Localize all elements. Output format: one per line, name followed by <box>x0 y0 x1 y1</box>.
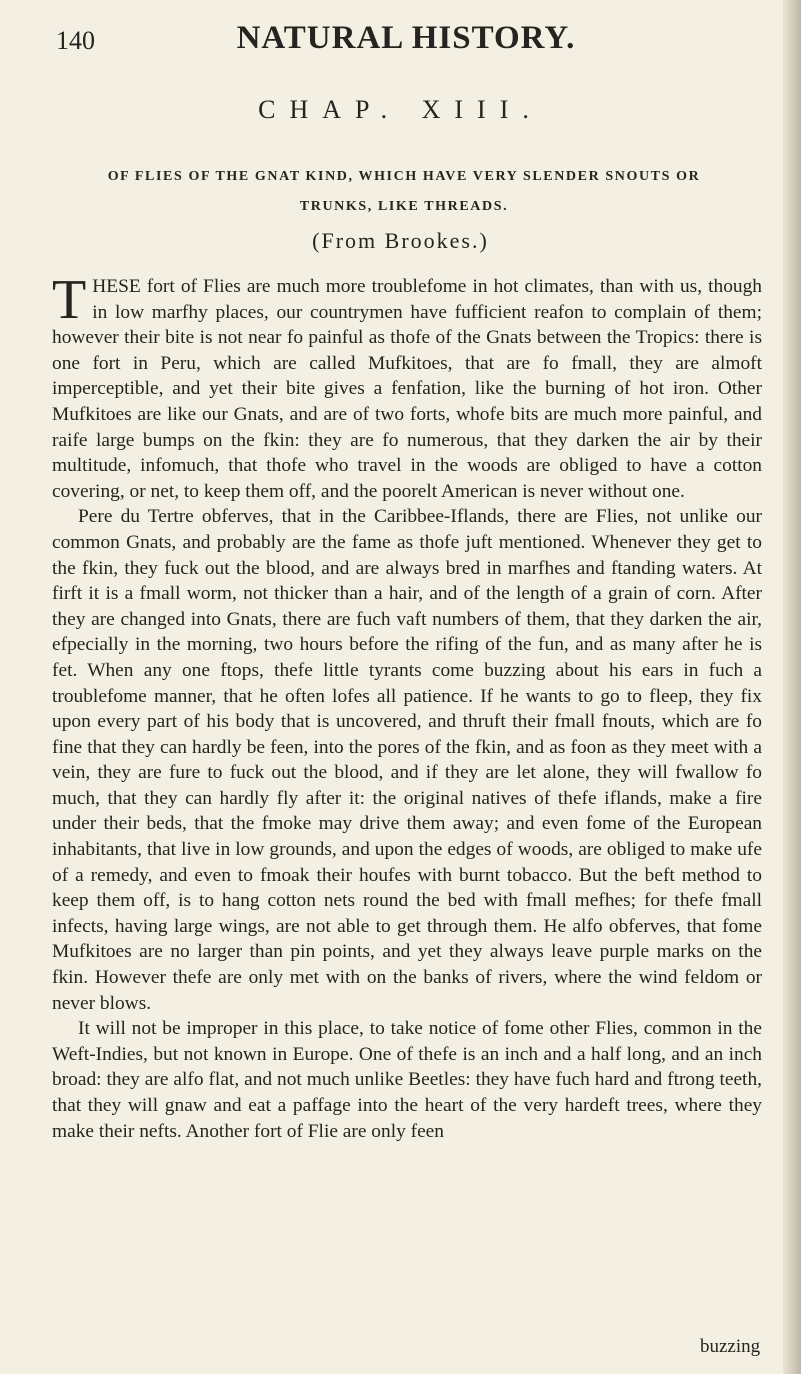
page-number: 140 <box>56 26 95 55</box>
drop-cap: T <box>52 269 87 331</box>
body-text <box>52 269 762 1144</box>
subtitle-line-1: OF FLIES OF THE GNAT KIND, WHICH HAVE VERY SLENDER SNOUTS OR <box>107 169 701 184</box>
chapter-subtitle <box>54 162 754 222</box>
running-title: NATURAL HISTORY. <box>236 20 576 56</box>
paragraph-2: Pere du Tertre obferves, that in the Caribbee-Iflands, there are Flies, not unlike our common Gnats, and probably are the fame as thofe juft mentioned. Whenever they get to the fkin, they fuck out the blood, and are always bred in marfhes and ftanding waters. At firft it is a fmall worm, not thicker than a hair, and of the length of a grain of corn. After they are changed into Gnats, there are fuch vaft numbers of them, that they darken the air, efpecially in the morning, two hours before the rifing of the fun, and as many after he is fet. When any one ftops, thefe little tyrants come buzzing about his ears in fuch a troublefome manner, that he often lofes all patience. If he wants to go to fleep, they fix upon every part of his body that is uncovered, and thruft their fmall fnouts, which are fo fine that they can hardly be feen, into the pores of the fkin, and as foon as they meet with a vein, they are fure to fuck out the blood, and if they are let alone, they will fwallow fo much, that they can hardly fly after it: the original natives of thefe iflands, make a fire under their beds, that the fmoke may drive them away; and even fome of the European inhabitants, that live in low grounds, and upon the edges of woods, are obliged to make ufe of a remedy, and even to fmoak their houfes with burnt tobacco. But the beft method to keep them off, is to hang cotton nets round the bed with fmall mefhes; for thefe fmall infects, having large wings, are not able to get through them. He alfo obferves, that fome Mufkitoes are no larger than pin points, and yet they always leave purple marks on the fkin. However thefe are only met with on the banks of rivers, where the wind feldom or never blows. <box>52 506 762 1014</box>
paragraph-1-text: HESE fort of Flies are much more troublefome in hot climates, than with us, though in low marfhy places, our countrymen have fufficient reafon to complain of them; however their bite is not near fo painful as thofe of the Gnats between the Tropics: there is one fort in Peru, which are called Mufkitoes, that are fo fmall, they are almoft imperceptible, and yet their bite gives a fenfation, like the burning of hot iron. Other Mufkitoes are like our Gnats, and are of two forts, whofe bits are much more painful, and raife large bumps on the fkin: they are fo numerous, that they darken the air by their multitude, infomuch, that thofe who travel in the woods are obliged to have a cotton covering, or net, to keep them off, and the poorelt American is never without one. <box>52 276 762 502</box>
page-header <box>56 20 756 60</box>
chapter-source: (From Brookes.) <box>312 228 489 253</box>
chapter-heading: CHAP. XIII. <box>258 95 543 124</box>
catchword: buzzing <box>700 1336 761 1357</box>
paragraph-3: It will not be improper in this place, to take notice of fome other Flies, common in the Weft-Indies, but not known in Europe. One of thefe is an inch and a half long, and an inch broad: they are alfo flat, and not much unlike Beetles: they have fuch hard and ftrong teeth, that they will gnaw and eat a paffage into the heart of the very hardeft trees, where they make their nefts. Another fort of Flie are only feen <box>52 1018 762 1142</box>
page-binding-edge <box>783 0 801 1374</box>
subtitle-line-2: TRUNKS, LIKE THREADS. <box>299 199 509 214</box>
paragraph-1 <box>52 269 762 504</box>
